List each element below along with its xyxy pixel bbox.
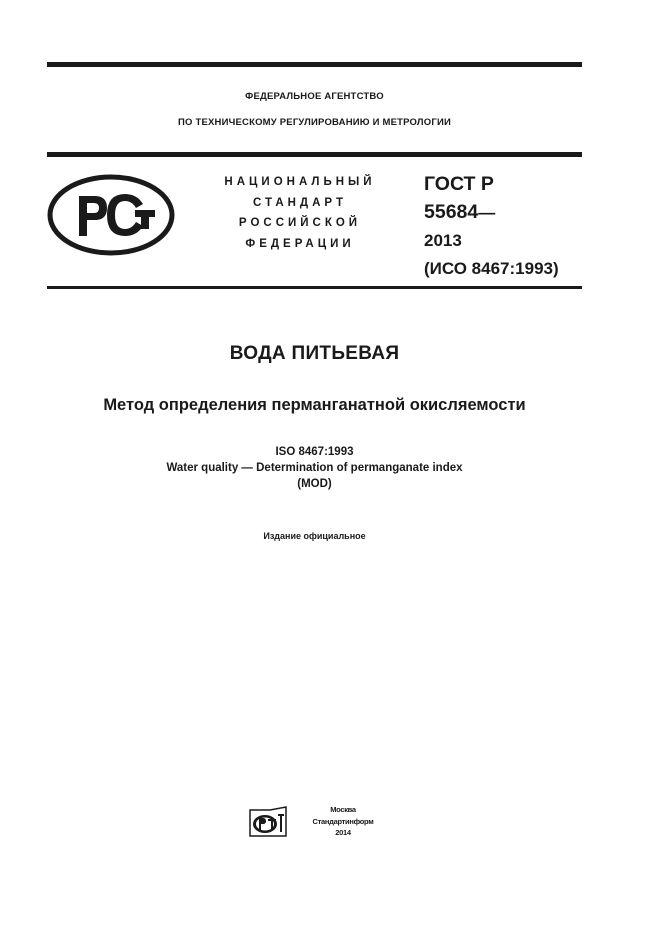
gost-designation xyxy=(424,170,559,283)
document-title: ВОДА ПИТЬЕВАЯ xyxy=(229,343,400,364)
gost-prefix: ГОСТ Р xyxy=(424,173,494,195)
national-line-4: ФЕДЕРАЦИИ xyxy=(245,237,355,250)
gost-number: 55684 xyxy=(424,201,479,223)
top-rule xyxy=(47,62,582,67)
agency-name-line1: ФЕДЕРАЛЬНОЕ АГЕНТСТВО xyxy=(245,91,384,102)
iso-code: ISO 8467:1993 xyxy=(275,446,354,458)
iso-name: Water quality — Determination of permanganate index xyxy=(166,462,463,474)
rst-certification-mark-icon xyxy=(47,174,175,256)
gost-number-line xyxy=(424,198,559,227)
national-line-1: НАЦИОНАЛЬНЫЙ xyxy=(224,176,376,188)
standartinform-logo-icon xyxy=(248,806,288,838)
gost-iso-equivalent: (ИСО 8467:1993) xyxy=(424,259,559,278)
agency-name-line2: ПО ТЕХНИЧЕСКОМУ РЕГУЛИРОВАНИЮ И МЕТРОЛОГИИ xyxy=(178,117,451,128)
national-line-3: РОССИЙСКОЙ xyxy=(238,217,362,229)
edition-label: Издание официальное xyxy=(263,531,366,541)
publisher-year: 2014 xyxy=(335,828,351,837)
publisher-info xyxy=(308,804,378,839)
gost-year: 2013 xyxy=(424,231,462,250)
publisher-name: Стандартинформ xyxy=(312,816,374,826)
iso-modification: (MOD) xyxy=(297,478,332,490)
national-standard-label xyxy=(205,172,395,254)
publisher-city: Москва xyxy=(330,805,356,814)
national-line-2: СТАНДАРТ xyxy=(253,196,347,209)
gost-dash: — xyxy=(478,203,496,222)
document-subtitle: Метод определения перманганатной окисляемости xyxy=(103,396,526,414)
iso-reference xyxy=(47,444,582,492)
middle-rule xyxy=(47,152,582,157)
bottom-rule xyxy=(47,286,582,289)
